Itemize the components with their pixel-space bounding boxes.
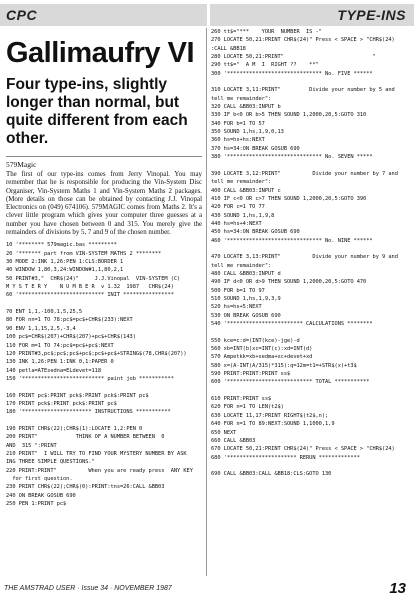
code-line: tell me remainder": <box>211 262 272 269</box>
code-listing-right <box>211 28 411 479</box>
code-line: 580 x=(A-INT(A/315)*315):q=12m=t1=+STR$(x)+t3$ <box>211 362 357 369</box>
code-line: 220 PRINT:PRINT" When you are ready press ANY KEY <box>6 467 193 474</box>
code-line <box>211 462 411 470</box>
code-line: 170 PRINT pck$:PRINT pck$:PRINT pc$ <box>6 400 117 407</box>
code-line: 500 FOR b=1 TO 97 <box>211 287 265 294</box>
article-subtitle: Four type-ins, slightly longer than normal, but quite different from each other. <box>6 76 188 147</box>
code-line: 310 LOCATE 3,11:PRINT" Divide your number by 5 and <box>211 87 395 94</box>
code-line: M Y S T E R Y N U M B E R v 1.32 1987 CHR$(24) <box>6 284 174 291</box>
code-line: 40 WINDOW 1,80,3,24:WINDOW#1,1,80,2,1 <box>6 267 124 274</box>
code-line: tell me remainder": <box>211 95 272 102</box>
column-divider <box>206 28 207 576</box>
code-line: 80 FOR nn=1 TO 78:pc$=pc$+CHR$(233):NEXT <box>6 317 133 324</box>
code-line: 470 LOCATE 3,13:PRINT" Divide your number by 9 and <box>211 254 398 261</box>
code-line: 120 PRINT#3,pc$;pc$;pc$+pc$;pc$+pc$+STRING$(78,CHR$(207)) <box>6 350 187 357</box>
code-line: 270 LOCATE 50,21:PRINT CHR$(24)" Press < SPACE > "CHR$(24) <box>211 37 395 44</box>
section-header-left <box>0 4 207 26</box>
code-line: 100 pc$=CHR$(207)+CHR$(207)+pc$+CHR$(143) <box>6 334 136 341</box>
code-line: :CALL &BB18 <box>211 45 246 52</box>
code-line: 680 '********************** RERUN ************* <box>211 454 360 461</box>
code-line: 230 PRINT CHR$(22);CHR$(0):PRINT:tns=26:CALL &BB03 <box>6 484 165 491</box>
code-line: 280 LOCATE 50,21:PRINT" " <box>211 54 376 61</box>
code-line: tell me remainder": <box>211 179 272 186</box>
code-line: 110 FOR m=1 TO 74:pc$=pc$+pc$:NEXT <box>6 342 114 349</box>
code-line: for first question. <box>6 476 73 482</box>
code-line: 140 petla=ATEsedna=ELdevet=118 <box>6 367 102 374</box>
code-line: 240 ON BREAK GOSUB 690 <box>6 492 76 499</box>
code-line: 480 CALL &BB03:INPUT d <box>211 270 281 277</box>
code-line: 670 LOCATE 50,21:PRINT CHR$(24)" Press < SPACE > "CHR$(24) <box>211 446 395 453</box>
code-line: 410 IF c<0 OR c>7 THEN SOUND 1,2000,20,5:GOTO 390 <box>211 195 367 202</box>
code-line: 690 CALL &BB03:CALL &BB18:CLS:GOTO 130 <box>211 471 332 478</box>
code-line: 460 '****************************** No. NINE ****** <box>211 237 373 244</box>
code-line <box>6 300 202 308</box>
code-line: 210 PRINT" I WILL TRY TO FIND YOUR MYSTERY NUMBER BY ASK <box>6 450 187 457</box>
code-line: 540 '************************ CALCULATIONS ******** <box>211 321 373 328</box>
code-line: 570 Ampetkk=xb+sedma+xc+devet+xd <box>211 354 313 361</box>
code-line <box>211 245 411 253</box>
code-line: 440 hs=hs+4:NEXT <box>211 220 262 227</box>
program-name: 579Magic <box>6 160 37 169</box>
code-line <box>211 387 411 395</box>
code-line: 30 MODE 2:INK 1,26:PEN 1:CLS:BORDER 1 <box>6 259 124 266</box>
code-line: 660 CALL &BB03 <box>211 437 256 444</box>
code-line: 650 NEXT <box>211 429 237 436</box>
code-line: 550 kce=c:d=(INT(kce)-jge)-d <box>211 337 300 344</box>
code-line <box>6 417 202 425</box>
code-line <box>211 328 411 336</box>
code-line: 490 IF d<0 OR d>9 THEN SOUND 1,2000,20,5:GOTO 470 <box>211 279 367 286</box>
code-line: 250 PEN 1:PRINT pc$ <box>6 501 67 508</box>
code-line: 260 tt$="*** YOUR NUMBER IS -" <box>211 29 322 35</box>
code-line: 400 CALL &BB03:INPUT c <box>211 187 281 194</box>
code-line: 640 FOR n=1 TO 89:NEXT:SOUND 1,1000,1,9 <box>211 421 335 428</box>
code-line: 450 hs=34:ON BREAK GOSUB 690 <box>211 229 300 236</box>
code-line: 160 PRINT pc$:PRINT pck$:PRINT pck$:PRINT pc$ <box>6 392 149 399</box>
section-label-cpc: CPC <box>6 7 38 23</box>
code-line: 360 hs=hs+hs:NEXT <box>211 137 265 144</box>
page-number: 13 <box>389 580 406 597</box>
code-line: 590 PRINT:PRINT:PRINT ss$ <box>211 371 291 378</box>
code-line: 530 ON BREAK GOSUB 690 <box>211 312 281 319</box>
code-line: 150 '************************** paint job *********** <box>6 375 174 382</box>
code-line: 370 hs=34:ON BREAK GOSUB 690 <box>211 145 300 152</box>
intro-paragraph: The first of our type-ins comes from Jerry Vinopal. You may remember that he is responsible for producing the Vin-System Disc Organiser, Vin-System Maths 1 and Vin-System Maths 2 packages. (More details on those can be obtained by contacting J.J. Vinopal Electronics on (049) 674106). 579MAGIC comes from Maths 2. It's a clever little program which gives your computer three guesses at a number you have chosen between 0 and 315. You merely give the remainders of divisions by 5, 7 and 9 of the chosen number. <box>6 171 202 237</box>
separator <box>6 156 202 157</box>
code-line <box>211 78 411 86</box>
code-line: 630 LOCATE 11,17:PRINT RIGHT$(t2$,n); <box>211 412 329 419</box>
code-line: 290 tt$=" A M I RIGHT ?? **" <box>211 62 319 69</box>
code-line: 610 PRINT:PRINT ss$ <box>211 396 272 403</box>
article-title: Gallimaufry VI <box>6 37 195 69</box>
code-line: 430 SOUND 1,hs,1,9,8 <box>211 212 275 219</box>
right-column <box>211 28 411 479</box>
code-line: 10 '******** 579magic.bas ********* <box>6 242 117 249</box>
left-column <box>6 30 202 508</box>
code-line: ING THREE SIMPLE QUESTIONS." <box>6 459 95 466</box>
code-line: 60 '*************************** INIT **************** <box>6 292 174 299</box>
code-line: 190 PRINT CHR$(22);CHR$(1):LOCATE 1,2:PEN 0 <box>6 425 143 432</box>
code-line: 70 ENT 1,1,-100,1,5,25,5 <box>6 309 83 316</box>
code-line: 350 SOUND 1,hs,1,9,0,13 <box>211 129 284 136</box>
code-listing-left <box>6 241 202 508</box>
code-line <box>6 383 202 391</box>
code-line: 560 xb=INT(b)xc=INT(c):xd=INT(d) <box>211 346 313 353</box>
code-line: 200 PRINT" THINK OF A NUMBER BETWEEN 0 <box>6 434 165 441</box>
code-line: 330 IF b<0 OR b>5 THEN SOUND 1,2000,20,5:GOTO 310 <box>211 112 367 119</box>
code-line: 300 '****************************** No. FIVE ****** <box>211 70 373 77</box>
code-line: AND 315 ":PRINT <box>6 442 57 449</box>
code-line: 320 CALL &BB03:INPUT b <box>211 104 281 111</box>
code-line <box>211 162 411 170</box>
page-footer <box>0 579 414 599</box>
code-line: 390 LOCATE 3,12:PRINT" Divide your number by 7 and <box>211 170 398 177</box>
code-line: 420 FOR c=1 TO 77 <box>211 204 265 211</box>
code-line: 600 '*************************** TOTAL *********** <box>211 379 370 386</box>
code-line: 130 INK 1,26:PEN 1:INK 0,1:PAPER 0 <box>6 359 114 366</box>
code-line: 20 '******* part from VIN-SYSTEM MATHS 2 ******** <box>6 250 162 257</box>
code-line: 90 ENV 1,1,15,2,5,-3,4 <box>6 325 76 332</box>
section-label-type-ins: TYPE-INS <box>337 7 406 23</box>
code-line: 510 SOUND 1,hs,1,9,3,9 <box>211 296 281 302</box>
code-line: 340 FOR b=1 TO 57 <box>211 120 265 127</box>
code-line: 520 hs=hs+5:NEXT <box>211 304 262 311</box>
code-line: 50 PRINT#3," CHR$(24)" J.J.Vinopal VIN-SYSTEM (C) <box>6 275 181 282</box>
code-line: 620 FOR n=1 TO LEN(t2$) <box>211 404 284 411</box>
code-line: 380 '****************************** No. SEVEN ***** <box>211 154 373 161</box>
code-line: 180 '********************** INSTRUCTIONS *********** <box>6 409 171 416</box>
magazine-issue: THE AMSTRAD USER · Issue 34 · NOVEMBER 1987 <box>4 585 172 592</box>
section-header-right <box>210 4 414 26</box>
